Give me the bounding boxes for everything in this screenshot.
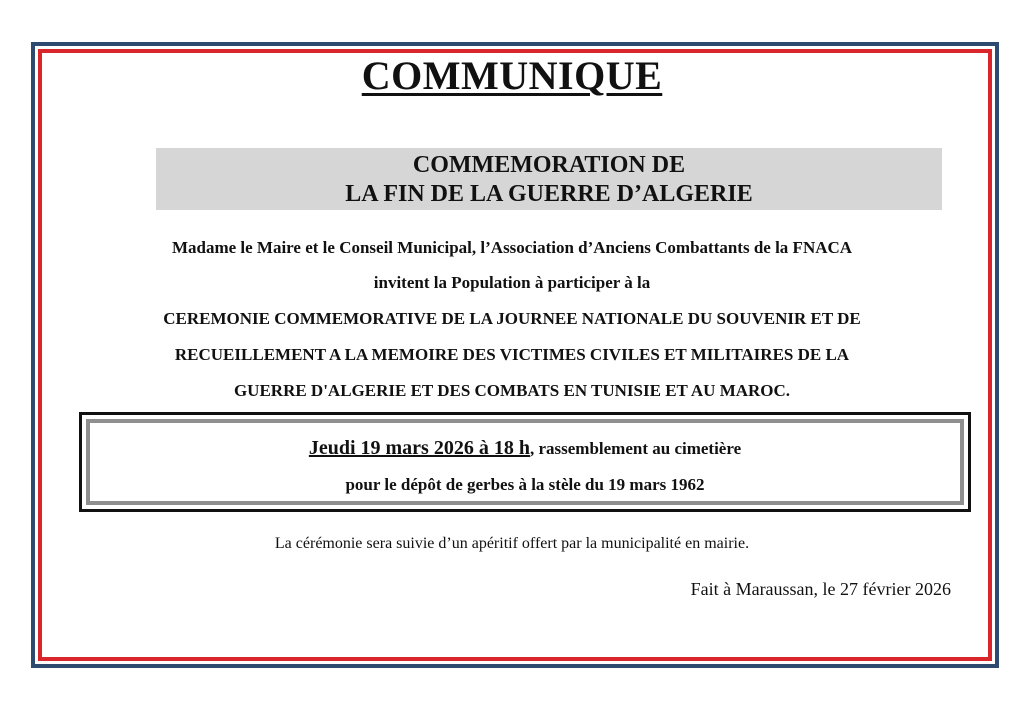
ceremony-line-3: GUERRE D'ALGERIE ET DES COMBATS EN TUNISIE ET AU MAROC. [233, 381, 791, 400]
invitation-line-1: Madame le Maire et le Conseil Municipal, l’Association d’Anciens Combattants de la FNACA [171, 238, 853, 257]
page-title: COMMUNIQUE [361, 53, 663, 98]
event-detail: pour le dépôt de gerbes à la stèle du 19 mars 1962 [345, 475, 705, 494]
subtitle-banner [156, 148, 942, 210]
subtitle-line-1: COMMEMORATION DE [412, 152, 686, 178]
aperitif-note: La cérémonie sera suivie d’un apéritif offert par la municipalité en mairie. [274, 535, 750, 552]
ceremony-line-2: RECUEILLEMENT A LA MEMOIRE DES VICTIMES CIVILES ET MILITAIRES DE LA [174, 345, 850, 364]
subtitle-line-2: LA FIN DE LA GUERRE D’ALGERIE [345, 181, 753, 207]
event-box [79, 412, 971, 512]
ceremony-line-1: CEREMONIE COMMEMORATIVE DE LA JOURNEE NATIONALE DU SOUVENIR ET DE [163, 309, 861, 328]
event-box-inner-frame [86, 419, 964, 505]
event-gathering: , rassemblement au cimetière [529, 439, 742, 458]
event-date-time: Jeudi 19 mars 2026 à 18 h [308, 437, 530, 459]
signature-line: Fait à Maraussan, le 27 février 2026 [690, 579, 951, 599]
event-line-1 [90, 437, 960, 460]
invitation-line-2: invitent la Population à participer à la [373, 273, 651, 292]
